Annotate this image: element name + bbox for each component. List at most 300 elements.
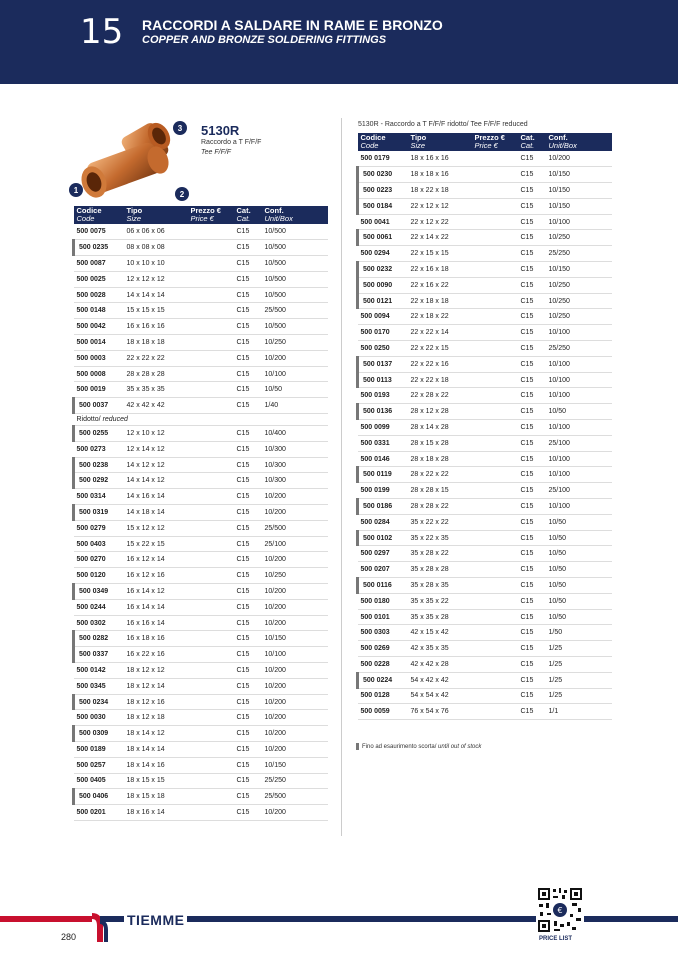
cell-cat: C15: [518, 514, 546, 530]
table-row: [358, 530, 612, 546]
cell-box: 10/100: [546, 214, 612, 230]
cell-size: 14 x 14 x 14: [124, 287, 188, 303]
cell-size: 14 x 18 x 14: [124, 505, 188, 521]
cell-price: [188, 256, 234, 272]
table-row: [74, 287, 328, 303]
cell-size: 15 x 12 x 12: [124, 520, 188, 536]
cell-cat: C15: [234, 694, 262, 710]
cell-cat: C15: [234, 489, 262, 505]
cell-cat: C15: [234, 710, 262, 726]
table-row: [358, 435, 612, 451]
cell-cat: C15: [518, 467, 546, 483]
cell-price: [188, 398, 234, 414]
cell-cat: C15: [518, 578, 546, 594]
cell-cat: C15: [234, 599, 262, 615]
reduced-label-it: Ridotto/: [76, 416, 101, 424]
cell-price: [472, 214, 518, 230]
cell-size: 12 x 12 x 12: [124, 271, 188, 287]
cell-box: 10/50: [546, 593, 612, 609]
table-row: [358, 277, 612, 293]
cell-cat: C15: [234, 350, 262, 366]
cell-code: 500 0238: [74, 457, 124, 473]
cell-box: 25/100: [546, 435, 612, 451]
table-row: [74, 742, 328, 758]
table-row: [358, 198, 612, 214]
table-row: [74, 441, 328, 457]
table-row: [74, 366, 328, 382]
cell-cat: C15: [234, 568, 262, 584]
cell-cat: C15: [518, 293, 546, 309]
cell-size: 22 x 12 x 12: [408, 198, 472, 214]
cell-cat: C15: [234, 224, 262, 240]
table-row: [74, 678, 328, 694]
cell-box: 10/250: [262, 335, 328, 351]
qr-code-icon[interactable]: [536, 886, 584, 934]
cell-box: 10/150: [546, 167, 612, 183]
cell-box: 10/250: [546, 277, 612, 293]
table-row: [74, 789, 328, 805]
stock-note: [356, 743, 481, 750]
cell-size: 18 x 15 x 15: [124, 773, 188, 789]
cell-size: 18 x 14 x 14: [124, 742, 188, 758]
cell-size: 22 x 22 x 14: [408, 325, 472, 341]
cell-price: [472, 467, 518, 483]
cell-box: 25/500: [262, 520, 328, 536]
cell-code: 500 0148: [74, 303, 124, 319]
cell-size: 14 x 16 x 14: [124, 489, 188, 505]
cell-code: 500 0059: [358, 704, 408, 720]
cell-code: 500 0061: [358, 230, 408, 246]
cell-box: 10/200: [262, 350, 328, 366]
cell-box: 10/200: [262, 726, 328, 742]
cell-box: 10/150: [262, 631, 328, 647]
table-row: [358, 246, 612, 262]
cell-box: 10/100: [546, 356, 612, 372]
table-row: [358, 309, 612, 325]
table-row: [358, 293, 612, 309]
page-number: 280: [61, 932, 77, 942]
product-block: [66, 118, 326, 208]
cell-price: [472, 514, 518, 530]
cell-price: [188, 757, 234, 773]
cell-cat: C15: [518, 625, 546, 641]
cell-size: 22 x 18 x 18: [408, 293, 472, 309]
cell-code: 500 0028: [74, 287, 124, 303]
table-row: [74, 398, 328, 414]
table-row: [358, 562, 612, 578]
cell-size: 35 x 28 x 35: [408, 578, 472, 594]
table-row: [358, 483, 612, 499]
cell-price: [188, 350, 234, 366]
cell-code: 500 0284: [358, 514, 408, 530]
svg-text:€: €: [557, 906, 563, 915]
cell-box: 10/50: [546, 514, 612, 530]
cell-code: 500 0207: [358, 562, 408, 578]
cell-cat: C15: [234, 552, 262, 568]
cell-code: 500 0120: [74, 568, 124, 584]
cell-code: 500 0003: [74, 350, 124, 366]
cell-code: 500 0349: [74, 584, 124, 600]
cell-cat: C15: [234, 441, 262, 457]
cell-code: 500 0102: [358, 530, 408, 546]
cell-size: 16 x 14 x 14: [124, 599, 188, 615]
right-price-table: [356, 133, 612, 720]
cell-code: 500 0019: [74, 382, 124, 398]
cell-price: [188, 552, 234, 568]
cell-size: 28 x 28 x 15: [408, 483, 472, 499]
cell-cat: C15: [234, 726, 262, 742]
table-row: [74, 663, 328, 679]
cell-code: 500 0309: [74, 726, 124, 742]
cell-box: 10/250: [546, 230, 612, 246]
cell-price: [188, 678, 234, 694]
table-row: [74, 710, 328, 726]
cell-code: 500 0279: [74, 520, 124, 536]
table-row: [74, 489, 328, 505]
cell-cat: C15: [518, 704, 546, 720]
cell-code: 500 0014: [74, 335, 124, 351]
cell-code: 500 0179: [358, 151, 408, 167]
cell-price: [188, 631, 234, 647]
cell-size: 18 x 14 x 12: [124, 726, 188, 742]
col-code-header: Codice Code: [74, 206, 124, 224]
cell-price: [188, 287, 234, 303]
table-row: [74, 726, 328, 742]
cell-box: 10/150: [262, 757, 328, 773]
cell-price: [472, 309, 518, 325]
cell-cat: C15: [234, 663, 262, 679]
cell-size: 16 x 12 x 16: [124, 568, 188, 584]
cell-price: [188, 568, 234, 584]
table-row: [358, 325, 612, 341]
cell-box: 10/200: [262, 663, 328, 679]
cell-cat: C15: [234, 805, 262, 821]
cell-code: 500 0087: [74, 256, 124, 272]
cell-cat: C15: [234, 287, 262, 303]
cell-code: 500 0119: [358, 467, 408, 483]
cell-price: [188, 335, 234, 351]
cell-size: 22 x 18 x 22: [408, 309, 472, 325]
cell-box: 10/100: [546, 499, 612, 515]
reduced-subheader: [74, 414, 328, 426]
cell-box: 1/40: [262, 398, 328, 414]
table-row: [74, 335, 328, 351]
cell-cat: C15: [234, 366, 262, 382]
cell-size: 35 x 22 x 35: [408, 530, 472, 546]
cell-size: 18 x 12 x 12: [124, 663, 188, 679]
cell-price: [188, 520, 234, 536]
cell-box: 10/50: [546, 546, 612, 562]
cell-cat: C15: [234, 678, 262, 694]
cell-size: 28 x 22 x 22: [408, 467, 472, 483]
cell-price: [472, 372, 518, 388]
cell-cat: C15: [518, 356, 546, 372]
cell-price: [188, 319, 234, 335]
cell-cat: C15: [234, 240, 262, 256]
cell-cat: C15: [518, 499, 546, 515]
cell-box: 10/200: [262, 694, 328, 710]
cell-code: 500 0142: [74, 663, 124, 679]
table-row: [358, 657, 612, 673]
cell-code: 500 0184: [358, 198, 408, 214]
cell-cat: C15: [518, 277, 546, 293]
section-title-it: RACCORDI A SALDARE IN RAME E BRONZO: [142, 17, 443, 33]
cell-price: [188, 726, 234, 742]
cell-size: 28 x 18 x 28: [408, 451, 472, 467]
cell-box: 10/200: [262, 615, 328, 631]
cell-cat: C15: [234, 505, 262, 521]
cell-cat: C15: [518, 151, 546, 167]
cell-code: 500 0405: [74, 773, 124, 789]
table-row: [358, 183, 612, 199]
table-row: [358, 214, 612, 230]
cell-code: 500 0224: [358, 672, 408, 688]
table-row: [358, 704, 612, 720]
table-row: [74, 350, 328, 366]
cell-cat: C15: [234, 647, 262, 663]
cell-box: 10/250: [262, 568, 328, 584]
table-row: [358, 388, 612, 404]
cell-price: [188, 647, 234, 663]
cell-cat: C15: [518, 388, 546, 404]
cell-price: [472, 657, 518, 673]
cell-box: 10/100: [546, 325, 612, 341]
table-row: [358, 672, 612, 688]
cell-price: [472, 704, 518, 720]
cell-size: 22 x 22 x 15: [408, 341, 472, 357]
cell-box: 25/250: [546, 341, 612, 357]
cell-price: [188, 224, 234, 240]
cell-price: [188, 505, 234, 521]
cell-size: 22 x 22 x 16: [408, 356, 472, 372]
cell-size: 18 x 18 x 18: [124, 335, 188, 351]
cell-code: 500 0294: [358, 246, 408, 262]
cell-cat: C15: [518, 262, 546, 278]
cell-price: [188, 773, 234, 789]
cell-cat: C15: [518, 341, 546, 357]
cell-price: [472, 356, 518, 372]
cell-size: 16 x 14 x 12: [124, 584, 188, 600]
page-header: [0, 0, 678, 84]
reduced-subheader-row: [74, 414, 328, 426]
cell-size: 06 x 06 x 06: [124, 224, 188, 240]
table-row: [74, 647, 328, 663]
table-row: [74, 536, 328, 552]
cell-cat: C15: [234, 584, 262, 600]
column-divider: [341, 118, 342, 836]
col-box-header: Conf. Unit/Box: [262, 206, 328, 224]
cell-cat: C15: [234, 335, 262, 351]
table-row: [74, 520, 328, 536]
cell-price: [188, 473, 234, 489]
brand-logo: TIEMME: [124, 912, 187, 928]
table-header-row: [358, 133, 612, 151]
cell-cat: C15: [518, 546, 546, 562]
cell-cat: C15: [518, 404, 546, 420]
cell-box: 10/100: [546, 451, 612, 467]
cell-box: 10/50: [262, 382, 328, 398]
cell-code: 500 0406: [74, 789, 124, 805]
cell-price: [188, 742, 234, 758]
cell-price: [188, 599, 234, 615]
table-row: [358, 372, 612, 388]
table-row: [358, 499, 612, 515]
cell-box: 25/500: [262, 789, 328, 805]
cell-code: 500 0193: [358, 388, 408, 404]
cell-cat: C15: [234, 773, 262, 789]
cell-size: 42 x 15 x 42: [408, 625, 472, 641]
cell-size: 22 x 12 x 22: [408, 214, 472, 230]
cell-code: 500 0113: [358, 372, 408, 388]
cell-box: 10/200: [546, 151, 612, 167]
cell-size: 22 x 14 x 22: [408, 230, 472, 246]
cell-size: 54 x 42 x 42: [408, 672, 472, 688]
cell-code: 500 0101: [358, 609, 408, 625]
cell-box: 10/100: [546, 467, 612, 483]
cell-box: 10/100: [262, 366, 328, 382]
cell-size: 22 x 22 x 18: [408, 372, 472, 388]
cell-code: 500 0314: [74, 489, 124, 505]
cell-code: 500 0090: [358, 277, 408, 293]
cell-code: 500 0303: [358, 625, 408, 641]
cell-price: [188, 240, 234, 256]
cell-box: 10/250: [546, 293, 612, 309]
cell-price: [188, 366, 234, 382]
cell-size: 22 x 16 x 22: [408, 277, 472, 293]
cell-size: 22 x 15 x 15: [408, 246, 472, 262]
cell-price: [188, 694, 234, 710]
cell-box: 10/200: [262, 552, 328, 568]
cell-price: [472, 404, 518, 420]
cell-box: 25/500: [262, 303, 328, 319]
product-name-en: Tee F/F/F: [201, 149, 232, 156]
cell-code: 500 0094: [358, 309, 408, 325]
cell-size: 18 x 12 x 18: [124, 710, 188, 726]
cell-box: 10/200: [262, 599, 328, 615]
cell-size: 22 x 16 x 18: [408, 262, 472, 278]
cell-size: 12 x 14 x 12: [124, 441, 188, 457]
table-row: [74, 757, 328, 773]
cell-size: 18 x 16 x 16: [408, 151, 472, 167]
cell-price: [472, 562, 518, 578]
cell-cat: C15: [518, 451, 546, 467]
cell-size: 22 x 22 x 22: [124, 350, 188, 366]
cell-cat: C15: [234, 520, 262, 536]
cell-box: 1/25: [546, 657, 612, 673]
cell-box: 10/200: [262, 584, 328, 600]
cell-size: 18 x 16 x 14: [124, 805, 188, 821]
section-number: 15: [80, 12, 124, 52]
table-row: [74, 271, 328, 287]
cell-box: 10/500: [262, 224, 328, 240]
cell-cat: C15: [518, 372, 546, 388]
cell-size: 35 x 22 x 22: [408, 514, 472, 530]
cell-cat: C15: [518, 246, 546, 262]
col-size-header: Tipo Size: [124, 206, 188, 224]
cell-box: 1/25: [546, 688, 612, 704]
table-row: [358, 546, 612, 562]
cell-size: 76 x 54 x 76: [408, 704, 472, 720]
tee-fitting-image: [66, 118, 196, 208]
table-row: [358, 356, 612, 372]
cell-box: 10/50: [546, 530, 612, 546]
cell-size: 42 x 42 x 28: [408, 657, 472, 673]
col-price-header: Prezzo € Price €: [472, 133, 518, 151]
cell-cat: C15: [234, 398, 262, 414]
table-row: [358, 262, 612, 278]
cell-size: 35 x 35 x 35: [124, 382, 188, 398]
callout-1-label: 1: [73, 186, 79, 195]
cell-size: 14 x 14 x 12: [124, 473, 188, 489]
col-code-header: Codice Code: [358, 133, 408, 151]
cell-size: 42 x 35 x 35: [408, 641, 472, 657]
cell-cat: C15: [518, 609, 546, 625]
cell-box: 1/1: [546, 704, 612, 720]
cell-price: [188, 303, 234, 319]
table-row: [74, 319, 328, 335]
table-row: [74, 303, 328, 319]
stock-note-en: until out of stock: [436, 744, 482, 751]
cell-cat: C15: [518, 325, 546, 341]
cell-code: 500 0228: [358, 657, 408, 673]
table-header-row: [74, 206, 328, 224]
cell-cat: C15: [234, 631, 262, 647]
table-row: [74, 457, 328, 473]
cell-box: 10/250: [546, 309, 612, 325]
cell-cat: C15: [234, 473, 262, 489]
cell-cat: C15: [518, 198, 546, 214]
table-row: [74, 631, 328, 647]
cell-code: 500 0273: [74, 441, 124, 457]
cell-box: 25/100: [546, 483, 612, 499]
cell-size: 18 x 22 x 18: [408, 183, 472, 199]
right-table-caption: 5130R - Raccordo a T F/F/F ridotto/ Tee F/F/F reduced: [358, 121, 528, 128]
cell-price: [188, 615, 234, 631]
table-row: [358, 688, 612, 704]
col-size-header: Tipo Size: [408, 133, 472, 151]
cell-code: 500 0116: [358, 578, 408, 594]
cell-size: 15 x 15 x 15: [124, 303, 188, 319]
cell-price: [472, 641, 518, 657]
cell-price: [472, 435, 518, 451]
cell-code: 500 0244: [74, 599, 124, 615]
table-row: [74, 584, 328, 600]
table-row: [358, 167, 612, 183]
cell-box: 10/400: [262, 426, 328, 442]
cell-box: 10/50: [546, 404, 612, 420]
cell-size: 28 x 15 x 28: [408, 435, 472, 451]
cell-code: 500 0180: [358, 593, 408, 609]
cell-size: 18 x 12 x 14: [124, 678, 188, 694]
cell-cat: C15: [518, 183, 546, 199]
cell-size: 12 x 10 x 12: [124, 426, 188, 442]
cell-box: 10/100: [262, 647, 328, 663]
cell-size: 28 x 28 x 22: [408, 499, 472, 515]
cell-cat: C15: [518, 562, 546, 578]
cell-box: 10/50: [546, 609, 612, 625]
cell-box: 10/500: [262, 256, 328, 272]
table-row: [74, 382, 328, 398]
cell-box: 10/500: [262, 287, 328, 303]
cell-cat: C15: [234, 457, 262, 473]
table-row: [74, 805, 328, 821]
col-price-header: Prezzo € Price €: [188, 206, 234, 224]
table-row: [358, 625, 612, 641]
cell-price: [188, 584, 234, 600]
cell-price: [188, 805, 234, 821]
cell-price: [188, 441, 234, 457]
cell-price: [472, 625, 518, 641]
